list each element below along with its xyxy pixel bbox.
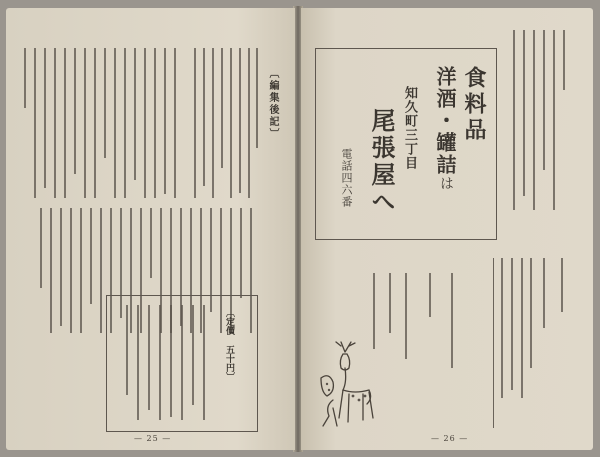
- notes-continuation-body: [20, 48, 180, 198]
- ad-foods: 食料品: [461, 66, 487, 144]
- ad-address: 知久町三丁目: [402, 86, 417, 170]
- colophon-price: 〔定價 五十円〕: [224, 308, 234, 381]
- left-page: [6, 8, 295, 450]
- editors-notes-body: [192, 48, 258, 198]
- section-divider-right: [493, 258, 494, 428]
- left-page-number: — 25 —: [134, 434, 172, 443]
- ad-liquor-canned: 洋酒・罐詰: [433, 66, 457, 176]
- right-top-body: [511, 30, 583, 210]
- article-body: [499, 258, 533, 398]
- right-page-number: — 26 —: [431, 434, 469, 443]
- ad-phone: 電話四六番: [340, 148, 353, 208]
- right-page: [301, 8, 593, 450]
- ad-shop-name: 尾張屋へ: [367, 108, 396, 216]
- deer-illustration: [315, 338, 383, 430]
- article-title-block: [539, 258, 579, 338]
- poem-body: [371, 273, 471, 368]
- editors-notes-heading: 〔編集後記〕: [267, 68, 278, 140]
- colophon-text: [124, 305, 212, 420]
- ad-ha: は: [438, 176, 454, 190]
